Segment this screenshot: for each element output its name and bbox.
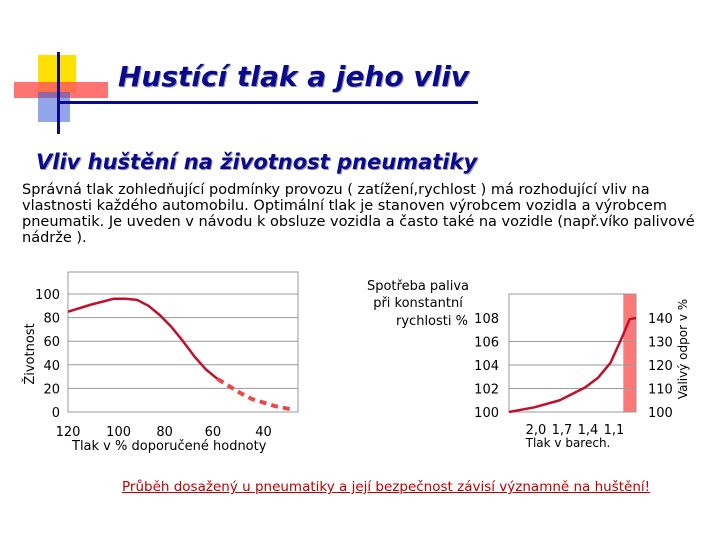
chart2-ytick-right: 100 [648,406,673,421]
chart2-ytick-left: 100 [474,406,499,421]
chart1-xtick: 100 [106,425,132,440]
chart1-ytick: 0 [51,406,60,421]
chart2-xlabel: Tlak v barech. [525,436,611,450]
page-title: Hustící tlak a jeho vliv [118,60,470,93]
footer-link[interactable]: Průběh dosažený u pneumatiky a její bezpečnost závisí významně na huštění! [122,479,651,495]
chart2-annotation-line1: Spotřeba paliva [366,279,470,294]
chart1-xtick: 80 [156,425,173,440]
chart2-ytick-right: 140 [648,312,673,327]
chart2-annotation-line3: rychlosti % [396,314,468,329]
chart1-xtick: 40 [255,425,272,440]
chart1-ytick: 40 [43,358,60,374]
chart2-ytick-right: 110 [648,382,673,398]
chart1-series-solid [68,299,218,379]
chart2-ytick-left: 106 [474,335,499,351]
chart2-ytick-left: 108 [474,312,499,327]
chart1-ytick: 20 [43,382,60,398]
chart1-ytick: 100 [35,288,60,303]
chart2-ylabel-right: Valivý odpor v % [676,298,690,400]
chart2-ytick-left: 104 [474,359,499,374]
chart2-xtick: 1,4 [577,423,599,438]
chart2-xtick: 1,1 [603,423,625,438]
chart1-xtick: 60 [204,425,222,440]
section-title: Vliv huštění na životnost pneumatiky [36,150,478,174]
chart2-annotation-line2: při konstantní [373,296,463,311]
chart2-xtick: 2,0 [525,423,547,438]
body-paragraph: Správná tlak zohledňující podmínky provozu ( zatížení,rychlost ) má rozhodující vliv na vlastnosti každého automobilu. Optimální tlak je stanoven výrobcem vozidla a výrobcem pneumatik. Je uveden v návodu k obsluze vozidla a často také na vozidle (např.víko palivové nádrže ). [22,182,695,246]
chart2-ytick-left: 102 [474,382,499,398]
chart1-ytick: 80 [43,311,60,327]
chart1-ytick: 60 [43,335,60,351]
chart1-ylabel: Životnost [23,323,38,385]
chart2-shaded-region [623,294,636,412]
chart1-series-dashed [218,379,294,410]
chart2-ytick-right: 120 [648,359,673,374]
chart2-xtick: 1,7 [551,423,573,438]
chart2-ytick-right: 130 [648,335,673,351]
chart1-xlabel: Tlak v % doporučené hodnoty [72,439,267,454]
chart1-xtick: 120 [55,425,81,440]
